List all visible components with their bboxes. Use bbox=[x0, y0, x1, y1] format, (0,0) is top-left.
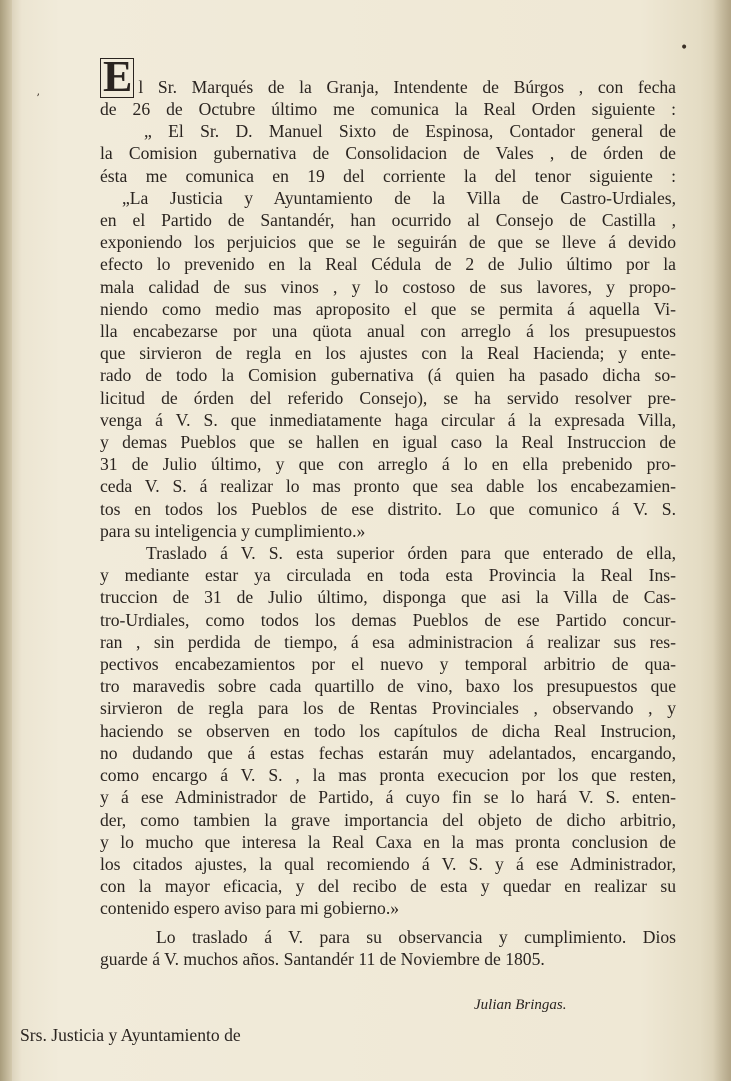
text-line: ceda V. S. á realizar lo mas pronto que sea dable los encabezamien- bbox=[100, 476, 676, 497]
paragraph-traslado bbox=[100, 542, 676, 919]
text-line: licitud de órden del referido Consejo), se ha servido resolver pre- bbox=[100, 387, 676, 408]
text-line: como encargo á V. S. , la mas pronta execucion por los que resten, bbox=[100, 765, 676, 786]
text-line: 31 de Julio último, y que con arreglo á lo en ella prebenido pro- bbox=[100, 454, 676, 475]
text-line: la Comision gubernativa de Consolidacion de Vales , de órden de bbox=[100, 143, 676, 164]
text-line: y lo mucho que interesa la Real Caxa en la mas pronta conclusion de bbox=[100, 831, 676, 852]
document-body bbox=[100, 52, 676, 970]
text-line: exponiendo los perjuicios que se le seguirán de que se lleve á devido bbox=[100, 232, 676, 253]
paragraph-contador-cont bbox=[100, 142, 676, 186]
text-line: efecto lo prevenido en la Real Cédula de 2 de Julio último por la bbox=[100, 254, 676, 275]
text-line: der, como tambien la grave importancia del objeto de dicho arbitrio, bbox=[100, 809, 676, 830]
text-line: mala calidad de sus vinos , y lo costoso de sus lavores, y propo- bbox=[100, 276, 676, 297]
text-line: que sirvieron de regla en los ajustes con la Real Hacienda; y ente- bbox=[100, 343, 676, 364]
paragraph-contador bbox=[122, 120, 676, 142]
text-line: „ El Sr. D. Manuel Sixto de Espinosa, Contador general de bbox=[144, 121, 676, 142]
text-line: ésta me comunica en 19 del corriente la del tenor siguiente : bbox=[100, 165, 676, 186]
text-line: rado de todo la Comision gubernativa (á quien ha pasado dicha so- bbox=[100, 365, 676, 386]
ink-speck: ʼ bbox=[36, 92, 40, 105]
page-binding-fold bbox=[0, 0, 12, 1081]
text-line: venga á V. S. que inmediatamente haga circular á la expresada Villa, bbox=[100, 409, 676, 430]
text-line: l Sr. Marqués de la Granja, Intendente de Búrgos , con fecha bbox=[138, 76, 676, 97]
text-line: truccion de 31 de Julio último, disponga que asi la Villa de Cas- bbox=[100, 587, 676, 608]
page-edge-shadow bbox=[713, 0, 731, 1081]
text-line: sirvieron de regla para los de Rentas Provinciales , observando , y bbox=[100, 698, 676, 719]
text-line: tro maravedis sobre cada quartillo de vino, baxo los presupuestos que bbox=[100, 676, 676, 697]
paragraph-closing bbox=[100, 926, 676, 970]
text-line: no dudando que á estas fechas estarán muy adelantados, encargando, bbox=[100, 742, 676, 763]
text-line: tro-Urdiales, como todos los demas Pueblos de ese Partido concur- bbox=[100, 609, 676, 630]
text-line: y á ese Administrador de Partido, á cuyo fin se lo hará V. S. enten- bbox=[100, 787, 676, 808]
text-line: haciendo se observen en todo los capítulos de dicha Real Instrucion, bbox=[100, 720, 676, 741]
text-line: con la mayor eficacia, y del recibo de esta y quedar en realizar su bbox=[100, 876, 676, 897]
paragraph-opening bbox=[100, 52, 676, 120]
paragraph-quoted-order bbox=[100, 187, 676, 542]
text-line: Traslado á V. S. esta superior órden para que enterado de ella, bbox=[146, 543, 676, 564]
text-line: guarde á V. muchos años. Santandér 11 de Noviembre de 1805. bbox=[100, 948, 545, 969]
ink-speck: • bbox=[680, 40, 689, 56]
text-line: ran , sin perdida de tiempo, á esa administracion á realizar sus res- bbox=[100, 631, 676, 652]
text-line: los citados ajustes, la qual recomiendo á V. S. y á ese Administrador, bbox=[100, 853, 676, 874]
text-line: en el Partido de Santandér, han ocurrido al Consejo de Castilla , bbox=[100, 210, 676, 231]
text-line: pectivos encabezamientos por el nuevo y temporal arbitrio de qua- bbox=[100, 654, 676, 675]
text-line: de 26 de Octubre último me comunica la Real Orden siguiente : bbox=[100, 99, 676, 119]
text-line: lla encabezarse por una qüota anual con arreglo á los presupuestos bbox=[100, 321, 676, 342]
text-line: tos en todos los Pueblos de ese distrito. Lo que comunico á V. S. bbox=[100, 498, 676, 519]
text-line: Lo traslado á V. para su observancia y cumplimiento. Dios bbox=[156, 926, 676, 947]
text-line: „La Justicia y Ayuntamiento de la Villa de Castro-Urdiales, bbox=[122, 187, 676, 208]
text-line: para su inteligencia y cumplimiento.» bbox=[100, 520, 366, 541]
text-line: y mediante estar ya circulada en toda esta Provincia la Real Ins- bbox=[100, 565, 676, 586]
opening-line-1 bbox=[100, 52, 676, 101]
text-line: niendo como medio mas aproposito el que se permita á aquella Vi- bbox=[100, 298, 676, 319]
text-line: y demas Pueblos que se hallen en igual caso la Real Instruccion de bbox=[100, 432, 676, 453]
addressee-line: Srs. Justicia y Ayuntamiento de bbox=[20, 1025, 241, 1045]
text-line: contenido espero aviso para mi gobierno.» bbox=[100, 898, 400, 919]
initial-capital: E bbox=[100, 58, 134, 98]
signature: Julian Bringas. bbox=[474, 997, 567, 1013]
